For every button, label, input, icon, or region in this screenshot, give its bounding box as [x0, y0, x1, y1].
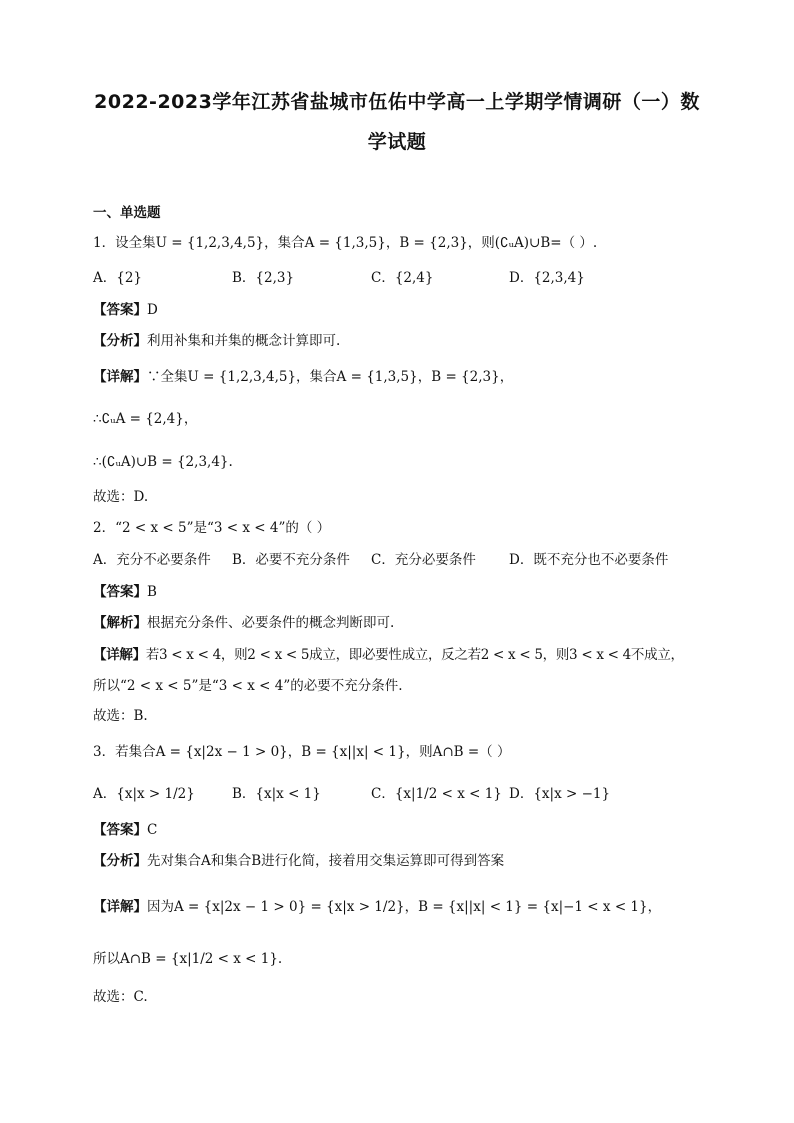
- q1-detail-1: [93, 367, 513, 387]
- q3-option-b: B．{x|x < 1}: [232, 786, 321, 802]
- detail-text: 若3 < x < 4，则2 < x < 5成立，即必要性成立，反之若2 < x < 5，则3 < x < 4不成立，: [145, 647, 684, 663]
- analysis-text: 根据充分条件、必要条件的概念判断即可.: [147, 615, 395, 631]
- q3-conclusion: 故选：C.: [93, 989, 148, 1005]
- q1-option-b: B．{2,3}: [232, 270, 295, 286]
- q3-answer: [93, 820, 157, 840]
- q2-answer: [93, 582, 157, 602]
- answer-tag: 【答案】: [93, 584, 147, 600]
- q3-detail-2: 所以A∩B = {x|1/2 < x < 1}.: [93, 951, 283, 967]
- q2-stem: 2．“2 < x < 5”是“3 < x < 4”的（ ）: [93, 520, 331, 536]
- analysis-tag: 【分析】: [93, 333, 147, 349]
- q2-option-b: B．必要不充分条件: [232, 552, 350, 568]
- analysis-tag: 【分析】: [93, 853, 147, 869]
- q3-option-c: C．{x|1/2 < x < 1}: [371, 786, 502, 802]
- q2-option-a: A．充分不必要条件: [93, 552, 211, 568]
- q2-conclusion: 故选：B.: [93, 708, 148, 724]
- answer-value: D: [147, 302, 158, 318]
- detail-tag: 【详解】: [93, 899, 147, 915]
- q1-option-a: A．{2}: [93, 270, 143, 286]
- q2-detail-1: [93, 645, 684, 665]
- q3-analysis: [93, 851, 504, 871]
- detail-text: ∵全集U = {1,2,3,4,5}，集合A = {1,3,5}，B = {2,3}，: [147, 369, 514, 385]
- analysis-text: 利用补集和并集的概念计算即可.: [147, 333, 341, 349]
- section-heading: 一、单选题: [93, 205, 161, 221]
- q3-option-a: A．{x|x > 1/2}: [93, 786, 195, 802]
- q2-option-c: C．充分必要条件: [371, 552, 476, 568]
- q1-option-c: C．{2,4}: [371, 270, 434, 286]
- detail-tag: 【详解】: [93, 369, 147, 385]
- q2-analysis: [93, 613, 394, 633]
- q1-answer: [93, 300, 158, 320]
- q2-detail-2: 所以“2 < x < 5”是“3 < x < 4”的必要不充分条件.: [93, 678, 403, 694]
- analysis-text: 先对集合A和集合B进行化简，接着用交集运算即可得到答案: [147, 853, 505, 869]
- q1-analysis: [93, 331, 340, 351]
- q3-stem: 3．若集合A = {x|2x − 1 > 0}，B = {x||x| < 1}，则A∩B =（ ）: [93, 744, 511, 760]
- answer-tag: 【答案】: [93, 302, 147, 318]
- detail-text: 因为A = {x|2x − 1 > 0} = {x|x > 1/2}，B = {x||x| < 1} = {x|−1 < x < 1}，: [147, 899, 662, 915]
- detail-tag: 【详解】: [93, 647, 146, 663]
- q1-conclusion: 故选：D.: [93, 489, 149, 505]
- answer-tag: 【答案】: [93, 822, 147, 838]
- q3-option-d: D．{x|x > −1}: [509, 786, 611, 802]
- q1-stem: 1．设全集U = {1,2,3,4,5}，集合A = {1,3,5}，B = {2,3}，则(∁ᵤA)∪B=（ ）.: [93, 235, 598, 251]
- title-line-1: 2022-2023学年江苏省盐城市伍佑中学高一上学期学情调研（一）数: [94, 91, 700, 113]
- q3-detail-1: [93, 897, 661, 917]
- answer-value: B: [147, 584, 157, 600]
- q2-option-d: D．既不充分也不必要条件: [509, 552, 669, 568]
- q1-option-d: D．{2,3,4}: [509, 270, 585, 286]
- analysis-tag: 【解析】: [93, 615, 147, 631]
- title-line-2: 学试题: [367, 131, 427, 153]
- q1-detail-3: ∴(∁ᵤA)∪B = {2,3,4}.: [93, 454, 233, 470]
- q1-detail-2: ∴∁ᵤA = {2,4}，: [93, 411, 198, 427]
- answer-value: C: [147, 822, 158, 838]
